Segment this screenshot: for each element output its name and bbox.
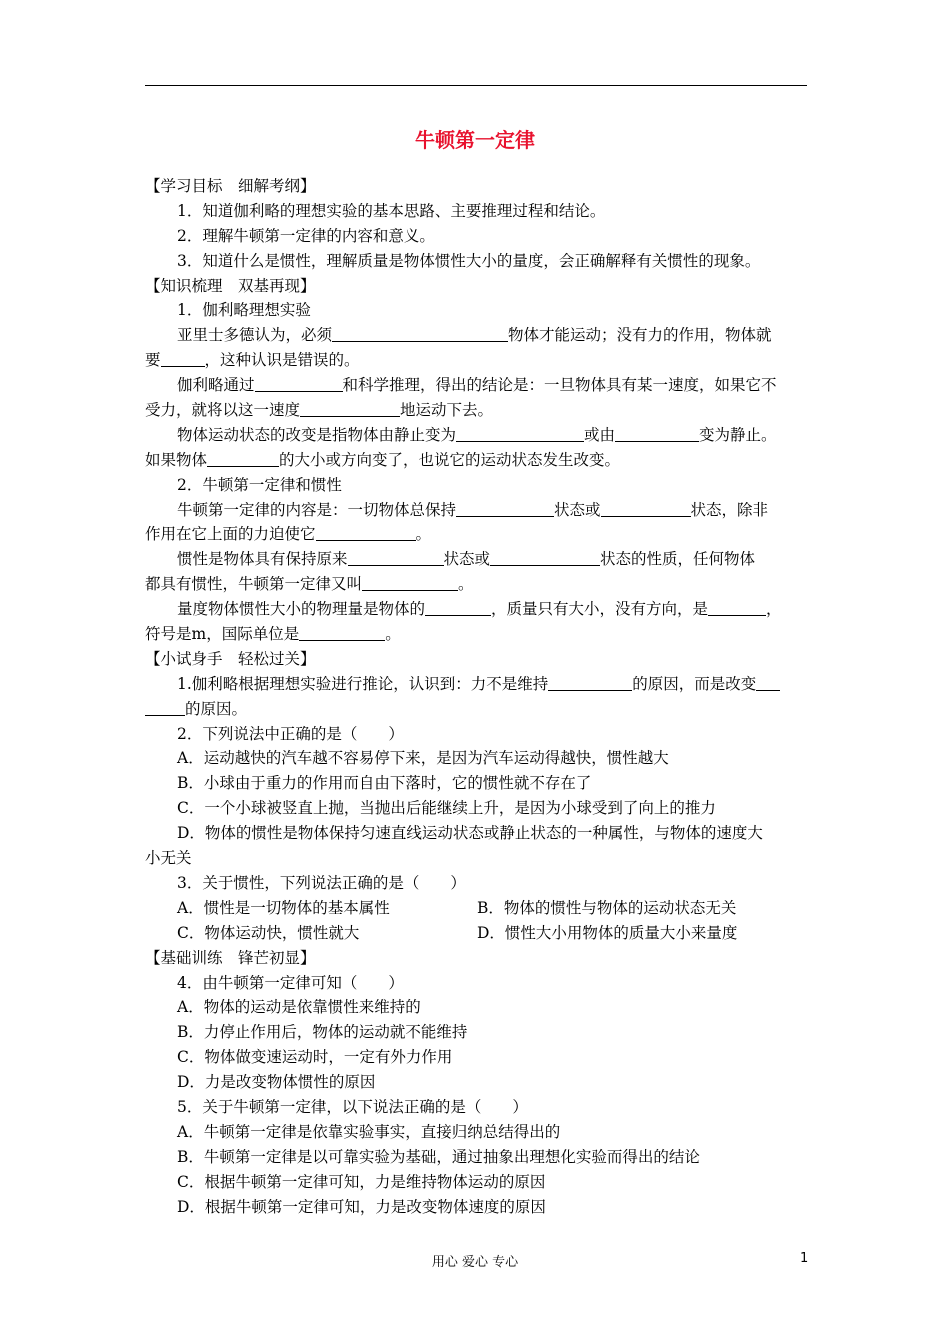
fill-blank[interactable] — [299, 624, 385, 641]
fill-blank[interactable] — [332, 325, 508, 342]
answer-option[interactable]: D．根据牛顿第一定律可知，力是改变物体速度的原因 — [177, 1197, 546, 1216]
document-body — [145, 174, 811, 1219]
paragraph-line: 符号是m，国际单位是 。 — [145, 625, 401, 644]
option-row — [145, 896, 811, 921]
fill-blank[interactable] — [490, 549, 600, 566]
answer-option[interactable]: D．物体的惯性是物体保持匀速直线运动状态或静止状态的一种属性，与物体的速度大 — [177, 824, 763, 843]
fill-blank[interactable] — [316, 524, 416, 541]
paragraph-line: 受力，就将以这一速度 地运动下去。 — [145, 401, 494, 420]
question-stem: 5．关于牛顿第一定律，以下说法正确的是（ ） — [177, 1097, 528, 1116]
fill-blank[interactable] — [348, 549, 444, 566]
answer-option[interactable]: C．根据牛顿第一定律可知，力是维持物体运动的原因 — [177, 1172, 546, 1191]
answer-option-continuation: 小无关 — [145, 849, 192, 868]
question-stem: 4．由牛顿第一定律可知（ ） — [177, 973, 404, 992]
section-heading-goals: 【学习目标 细解考纲】 — [145, 177, 316, 195]
answer-option[interactable]: C．物体运动快，惯性就大 — [177, 923, 360, 942]
goal-item: 3．知道什么是惯性，理解质量是物体惯性大小的量度，会正确解释有关惯性的现象。 — [177, 251, 761, 270]
paragraph-line: 都具有惯性，牛顿第一定律又叫 。 — [145, 575, 474, 594]
goal-item: 2．理解牛顿第一定律的内容和意义。 — [177, 226, 435, 245]
page-number: 1 — [800, 1251, 809, 1266]
fill-blank[interactable] — [161, 350, 205, 367]
paragraph-line: 作用在它上面的力迫使它 。 — [145, 525, 432, 544]
paragraph-line: 牛顿第一定律的内容是：一切物体总保持 状态或 状态，除非 — [177, 500, 769, 519]
fill-blank[interactable] — [548, 674, 632, 691]
paragraph-line: 物体运动状态的改变是指物体由静止变为 或由 变为静止。 — [177, 425, 777, 444]
fill-blank[interactable] — [708, 599, 766, 616]
answer-option[interactable]: D．惯性大小用物体的质量大小来量度 — [477, 923, 738, 942]
answer-option[interactable]: D．力是改变物体惯性的原因 — [177, 1073, 376, 1092]
paragraph-line: 如果物体 的大小或方向变了，也说它的运动状态发生改变。 — [145, 450, 621, 469]
paragraph-line: 惯性是物体具有保持原来 状态或 状态的性质，任何物体 — [177, 550, 756, 569]
header-rule — [145, 85, 807, 86]
answer-option[interactable]: A．牛顿第一定律是依靠实验事实，直接归纳总结得出的 — [177, 1122, 561, 1141]
fill-blank[interactable] — [456, 425, 584, 442]
paragraph-line: 量度物体惯性大小的物理量是物体的 ，质量只有大小，没有方向，是 ， — [177, 600, 782, 619]
answer-option[interactable]: A．惯性是一切物体的基本属性 — [177, 898, 390, 917]
fill-blank[interactable] — [145, 699, 185, 716]
page-footer: 用心 爱心 专心 — [431, 1255, 519, 1270]
fill-blank[interactable] — [601, 500, 691, 517]
question-stem: 3．关于惯性，下列说法正确的是（ ） — [177, 873, 466, 892]
subsection-title: 1．伽利略理想实验 — [177, 301, 311, 320]
fill-blank[interactable] — [207, 450, 279, 467]
answer-option[interactable]: B．物体的惯性与物体的运动状态无关 — [477, 898, 737, 917]
page-title: 牛顿第一定律 — [415, 128, 535, 152]
subsection-title: 2．牛顿第一定律和惯性 — [177, 475, 342, 494]
answer-option[interactable]: B．牛顿第一定律是以可靠实验为基础，通过抽象出理想化实验而得出的结论 — [177, 1147, 700, 1166]
paragraph-line: 亚里士多德认为，必须 物体才能运动；没有力的作用，物体就 — [177, 326, 772, 345]
fill-blank[interactable] — [456, 500, 554, 517]
section-heading-training: 【基础训练 锋芒初显】 — [145, 948, 316, 967]
section-heading-practice: 【小试身手 轻松过关】 — [145, 649, 316, 668]
section-heading-knowledge: 【知识梳理 双基再现】 — [145, 276, 316, 295]
fill-blank[interactable] — [425, 599, 491, 616]
fill-blank[interactable] — [756, 674, 780, 691]
question-line: 的原因。 — [145, 697, 811, 722]
goal-item: 1．知道伽利略的理想实验的基本思路、主要推理过程和结论。 — [177, 201, 606, 220]
answer-option[interactable]: A．物体的运动是依靠惯性来维持的 — [177, 998, 421, 1017]
answer-option[interactable]: C．物体做变速运动时，一定有外力作用 — [177, 1048, 453, 1067]
fill-blank[interactable] — [255, 375, 343, 392]
option-row — [145, 921, 811, 946]
paragraph-line: 要 ，这种认识是错误的。 — [145, 351, 360, 370]
fill-blank[interactable] — [362, 574, 458, 591]
question-line: 1.伽利略根据理想实验进行推论，认识到：力不是维持 的原因，而是改变 — [145, 672, 811, 697]
fill-blank[interactable] — [300, 400, 400, 417]
answer-option[interactable]: B．力停止作用后，物体的运动就不能维持 — [177, 1023, 468, 1042]
paragraph-line: 伽利略通过 和科学推理，得出的结论是：一旦物体具有某一速度，如果它不 — [177, 376, 777, 395]
answer-option[interactable]: B．小球由于重力的作用而自由下落时，它的惯性就不存在了 — [177, 774, 592, 793]
answer-option[interactable]: A．运动越快的汽车越不容易停下来，是因为汽车运动得越快，惯性越大 — [177, 749, 669, 768]
question-stem: 2．下列说法中正确的是（ ） — [177, 724, 404, 743]
fill-blank[interactable] — [615, 425, 699, 442]
answer-option[interactable]: C．一个小球被竖直上抛，当抛出后能继续上升，是因为小球受到了向上的推力 — [177, 799, 716, 818]
